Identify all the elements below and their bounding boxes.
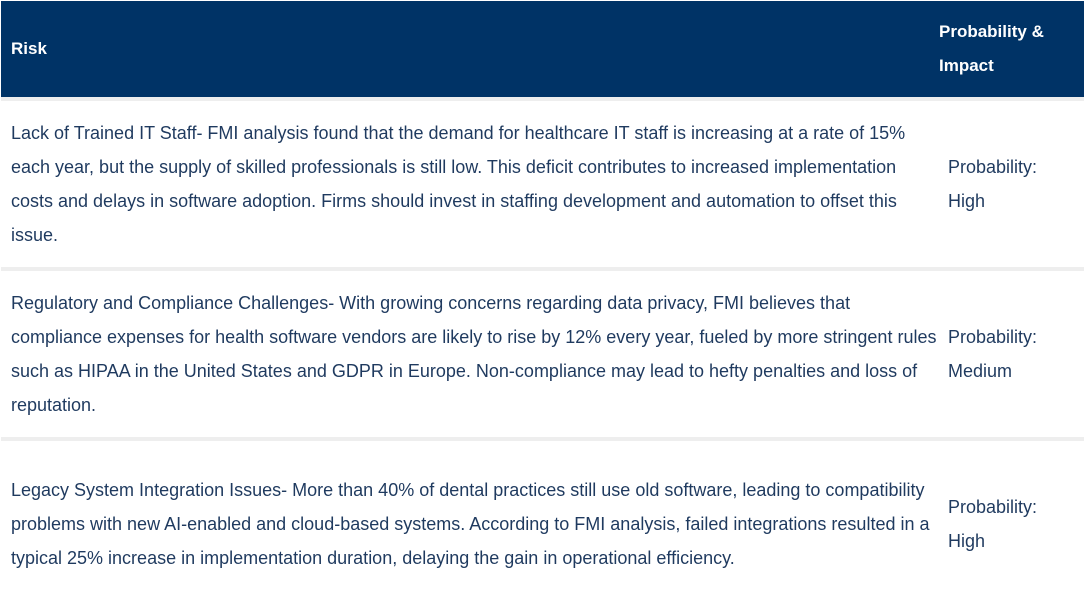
table-header [1, 1, 1084, 97]
risk-cell: Lack of Trained IT Staff- FMI analysis found that the demand for healthcare IT staff is increasing at a rate of 15% each year, but the supply of skilled professionals is still low. This deficit contributes to increased implementation costs and delays in software adoption. Firms should invest in staffing development and automation to offset this issue. [11, 123, 906, 245]
risk-cell: Legacy System Integration Issues- More than 40% of dental practices still use old software, leading to compatibility problems with new AI-enabled and cloud-based systems. According to FMI analysis, failed integrations resulted in a typical 25% increase in implementation duration, delaying the gain in operational efficiency. [11, 480, 930, 568]
header-probability-impact: Probability & Impact [939, 22, 1044, 75]
table-body [1, 101, 1084, 607]
risk-cell: Regulatory and Compliance Challenges- With growing concerns regarding data privacy, FMI believes that compliance expenses for health software vendors are likely to rise by 12% every year, fueled by more stringent rules such as HIPAA in the United States and GDPR in Europe. Non-compliance may lead to hefty penalties and loss of reputation. [11, 293, 937, 415]
probability-impact-cell: Probability: Medium [948, 327, 1038, 381]
probability-impact-cell: Probability: High [948, 157, 1038, 211]
probability-impact-cell: Probability: High [948, 497, 1038, 551]
table-row [1, 441, 1084, 607]
risk-table [1, 1, 1084, 607]
table-row [1, 271, 1084, 437]
table-row [1, 101, 1084, 267]
header-risk: Risk [11, 39, 47, 58]
